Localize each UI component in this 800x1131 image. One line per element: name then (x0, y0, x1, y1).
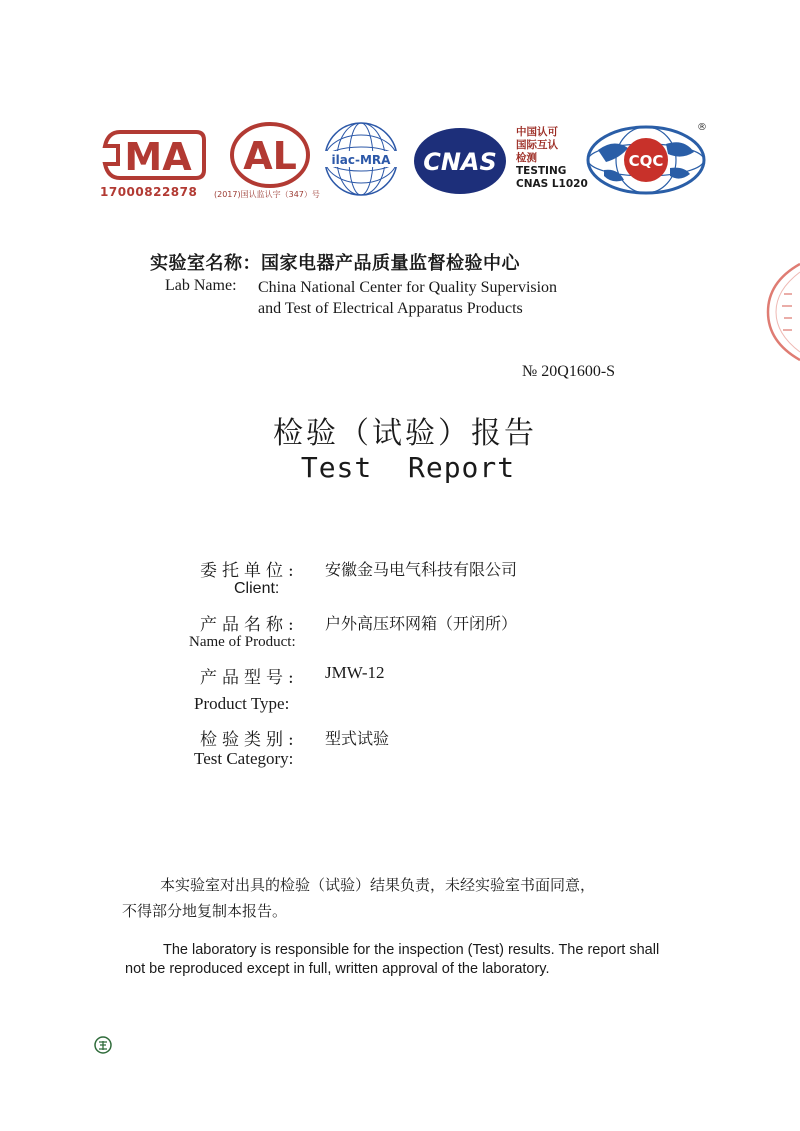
lab-name-cn: 实验室名称：国家电器产品质量监督检验中心 (150, 253, 520, 274)
stamp-mark-icon (93, 1035, 113, 1055)
product-type-label-en: Product Type: (194, 694, 290, 713)
client-label-cn: 委托单位: (200, 561, 299, 581)
cnas-logo (412, 126, 508, 196)
cnas-side-en-2: CNAS L1020 (516, 178, 588, 190)
test-category-label-en: Test Category: (194, 749, 294, 768)
lab-name-en-line1: China National Center for Quality Supervision (258, 279, 558, 296)
cal-logo-text: AL (243, 134, 297, 178)
product-name-label-en: Name of Product: (189, 634, 296, 650)
notice-en-line2: not be reproduced except in full, written approval of the laboratory. (125, 961, 550, 977)
notice-en (125, 941, 725, 979)
test-category-value: 型式试验 (325, 729, 390, 748)
client-label-en: Client: (234, 580, 280, 597)
cnas-side-en-1: TESTING (516, 165, 567, 177)
cnas-side-cn-3: 检测 (516, 152, 537, 164)
cnas-side-cn-1: 中国认可 (516, 126, 558, 138)
cma-number: 17000822878 (100, 185, 198, 199)
product-type-value: JMW-12 (325, 663, 385, 682)
notice-cn (122, 872, 682, 924)
registered-mark: ® (697, 122, 707, 133)
lab-name-label-en: Lab Name: (165, 277, 237, 294)
product-name-label-cn: 产品名称: (200, 615, 299, 635)
lab-name-en-line2: and Test of Electrical Apparatus Products (258, 300, 523, 317)
red-seal-fragment (764, 262, 800, 362)
title-cn: 检验（试验）报告 (273, 416, 537, 451)
cal-logo (228, 120, 312, 190)
notice-cn-line1: 本实验室对出具的检验（试验）结果负责，未经实验室书面同意， (160, 876, 596, 894)
report-number: № 20Q1600-S (522, 363, 616, 380)
cal-caption: (2017)国认监认字（347）号 (214, 190, 320, 199)
cma-logo-text: MA (124, 135, 192, 179)
cqc-logo (584, 124, 708, 196)
client-value: 安徽金马电气科技有限公司 (325, 560, 518, 579)
notice-en-line1: The laboratory is responsible for the inspection (Test) results. The report shall (163, 942, 660, 958)
product-type-label-cn: 产品型号: (200, 668, 299, 688)
title-en: Test Report (300, 451, 516, 484)
notice-cn-line2: 不得部分地复制本报告。 (122, 902, 288, 920)
cma-logo (100, 126, 208, 184)
cqc-logo-text: CQC (628, 152, 664, 170)
ilac-mra-logo (322, 120, 400, 198)
cnas-logo-text: CNAS (423, 148, 497, 176)
ilac-logo-text: ilac-MRA (331, 153, 391, 167)
cnas-side-cn-2: 国际互认 (516, 139, 558, 151)
test-category-label-cn: 检验类别: (200, 730, 299, 750)
lab-name-en (258, 277, 557, 319)
product-name-value: 户外高压环网箱（开闭所） (325, 614, 518, 633)
